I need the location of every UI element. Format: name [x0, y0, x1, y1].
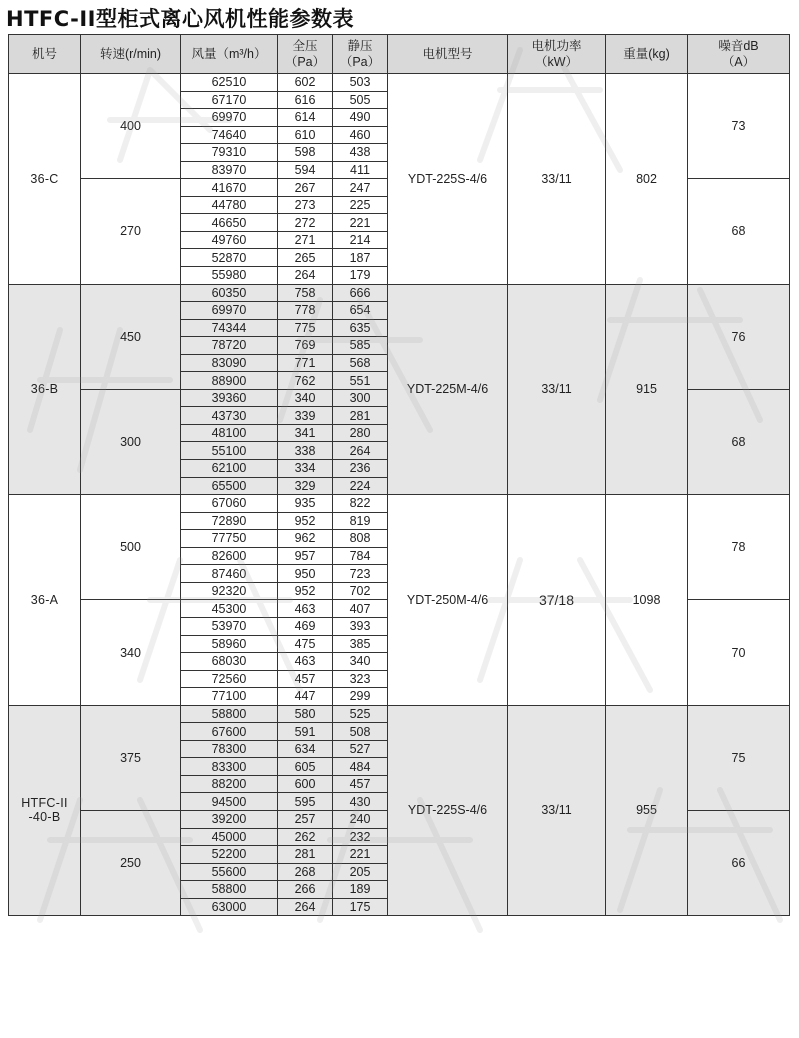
- fan-spec-table: [8, 34, 790, 916]
- airflow-cell: 55980: [181, 267, 278, 285]
- static-pressure-cell: 527: [333, 740, 388, 758]
- total-pressure-cell: 775: [278, 319, 333, 337]
- motor-model-cell: YDT-250M-4/6: [388, 495, 508, 706]
- static-pressure-cell: 281: [333, 407, 388, 425]
- static-pressure-cell: 393: [333, 617, 388, 635]
- total-pressure-cell: 281: [278, 846, 333, 864]
- table-header-row: [9, 35, 790, 74]
- static-pressure-cell: 490: [333, 109, 388, 127]
- total-pressure-cell: 950: [278, 565, 333, 583]
- airflow-cell: 78300: [181, 740, 278, 758]
- total-pressure-cell: 634: [278, 740, 333, 758]
- airflow-cell: 44780: [181, 196, 278, 214]
- total-pressure-cell: 463: [278, 653, 333, 671]
- static-pressure-cell: 280: [333, 424, 388, 442]
- static-pressure-cell: 503: [333, 74, 388, 92]
- airflow-cell: 39360: [181, 389, 278, 407]
- header-weight: 重量(kg): [606, 35, 688, 74]
- airflow-cell: 72890: [181, 512, 278, 530]
- airflow-cell: 62100: [181, 460, 278, 478]
- static-pressure-cell: 264: [333, 442, 388, 460]
- static-pressure-cell: 232: [333, 828, 388, 846]
- noise-cell: 68: [688, 179, 790, 284]
- total-pressure-cell: 268: [278, 863, 333, 881]
- total-pressure-cell: 273: [278, 196, 333, 214]
- airflow-cell: 67170: [181, 91, 278, 109]
- total-pressure-cell: 580: [278, 705, 333, 723]
- total-pressure-cell: 341: [278, 424, 333, 442]
- static-pressure-cell: 723: [333, 565, 388, 583]
- airflow-cell: 74344: [181, 319, 278, 337]
- static-pressure-cell: 407: [333, 600, 388, 618]
- total-pressure-cell: 610: [278, 126, 333, 144]
- total-pressure-cell: 339: [278, 407, 333, 425]
- airflow-cell: 58800: [181, 705, 278, 723]
- machine-label: 36-B: [30, 382, 59, 397]
- total-pressure-cell: 614: [278, 109, 333, 127]
- total-pressure-cell: 616: [278, 91, 333, 109]
- static-pressure-cell: 224: [333, 477, 388, 495]
- airflow-cell: 69970: [181, 109, 278, 127]
- static-pressure-cell: 221: [333, 214, 388, 232]
- header-noise-unit: （A）: [721, 55, 756, 69]
- header-total-pressure-label: 全压: [292, 39, 318, 53]
- header-noise-label: 噪音dB: [718, 39, 759, 53]
- total-pressure-cell: 329: [278, 477, 333, 495]
- motor-power-cell: 33/11: [508, 284, 606, 495]
- motor-power-cell: 33/11: [508, 705, 606, 916]
- static-pressure-cell: 460: [333, 126, 388, 144]
- airflow-cell: 83970: [181, 161, 278, 179]
- airflow-cell: 77750: [181, 530, 278, 548]
- total-pressure-cell: 447: [278, 688, 333, 706]
- static-pressure-cell: 247: [333, 179, 388, 197]
- airflow-cell: 82600: [181, 547, 278, 565]
- total-pressure-cell: 271: [278, 231, 333, 249]
- header-noise: [688, 35, 790, 74]
- motor-model-cell: YDT-225S-4/6: [388, 74, 508, 285]
- total-pressure-cell: 264: [278, 898, 333, 916]
- machine-label: 36-A: [30, 592, 59, 607]
- noise-cell: 78: [688, 495, 790, 600]
- speed-cell: 250: [81, 810, 181, 915]
- total-pressure-cell: 962: [278, 530, 333, 548]
- airflow-cell: 87460: [181, 565, 278, 583]
- airflow-cell: 74640: [181, 126, 278, 144]
- machine-label: 36-C: [30, 171, 59, 186]
- total-pressure-cell: 334: [278, 460, 333, 478]
- airflow-cell: 63000: [181, 898, 278, 916]
- airflow-cell: 83300: [181, 758, 278, 776]
- static-pressure-cell: 205: [333, 863, 388, 881]
- header-static-pressure-unit: （Pa）: [339, 55, 381, 69]
- airflow-cell: 83090: [181, 354, 278, 372]
- table-row: [9, 705, 790, 723]
- speed-cell: 400: [81, 74, 181, 179]
- static-pressure-cell: 808: [333, 530, 388, 548]
- total-pressure-cell: 264: [278, 267, 333, 285]
- airflow-cell: 49760: [181, 231, 278, 249]
- table-body: [9, 74, 790, 916]
- airflow-cell: 58960: [181, 635, 278, 653]
- static-pressure-cell: 457: [333, 775, 388, 793]
- header-speed: 转速(r/min): [81, 35, 181, 74]
- speed-cell: 270: [81, 179, 181, 284]
- total-pressure-cell: 265: [278, 249, 333, 267]
- header-motor-power: [508, 35, 606, 74]
- static-pressure-cell: 225: [333, 196, 388, 214]
- total-pressure-cell: 591: [278, 723, 333, 741]
- header-motor-power-label: 电机功率: [531, 39, 582, 53]
- table-row: [9, 495, 790, 513]
- motor-model-cell: YDT-225S-4/6: [388, 705, 508, 916]
- airflow-cell: 67600: [181, 723, 278, 741]
- static-pressure-cell: 430: [333, 793, 388, 811]
- speed-cell: 375: [81, 705, 181, 810]
- weight-cell: 915: [606, 284, 688, 495]
- total-pressure-cell: 778: [278, 302, 333, 320]
- airflow-cell: 39200: [181, 810, 278, 828]
- airflow-cell: 48100: [181, 424, 278, 442]
- weight-cell: 802: [606, 74, 688, 285]
- airflow-cell: 41670: [181, 179, 278, 197]
- total-pressure-cell: 463: [278, 600, 333, 618]
- machine-label: HTFC-II: [21, 796, 68, 811]
- static-pressure-cell: 299: [333, 688, 388, 706]
- static-pressure-cell: 187: [333, 249, 388, 267]
- total-pressure-cell: 266: [278, 881, 333, 899]
- airflow-cell: 46650: [181, 214, 278, 232]
- total-pressure-cell: 338: [278, 442, 333, 460]
- static-pressure-cell: 189: [333, 881, 388, 899]
- static-pressure-cell: 214: [333, 231, 388, 249]
- airflow-cell: 62510: [181, 74, 278, 92]
- airflow-cell: 43730: [181, 407, 278, 425]
- weight-cell: 1098: [606, 495, 688, 706]
- static-pressure-cell: 236: [333, 460, 388, 478]
- total-pressure-cell: 602: [278, 74, 333, 92]
- airflow-cell: 72560: [181, 670, 278, 688]
- airflow-cell: 78720: [181, 337, 278, 355]
- total-pressure-cell: 600: [278, 775, 333, 793]
- static-pressure-cell: 508: [333, 723, 388, 741]
- speed-cell: 450: [81, 284, 181, 389]
- airflow-cell: 55600: [181, 863, 278, 881]
- airflow-cell: 77100: [181, 688, 278, 706]
- total-pressure-cell: 594: [278, 161, 333, 179]
- motor-power-cell: 33/11: [508, 74, 606, 285]
- machine-cell: [9, 705, 81, 916]
- static-pressure-cell: 240: [333, 810, 388, 828]
- airflow-cell: 94500: [181, 793, 278, 811]
- machine-label: -40-B: [28, 810, 61, 825]
- weight-cell: 955: [606, 705, 688, 916]
- speed-cell: 300: [81, 389, 181, 494]
- total-pressure-cell: 952: [278, 512, 333, 530]
- total-pressure-cell: 457: [278, 670, 333, 688]
- header-total-pressure: [278, 35, 333, 74]
- static-pressure-cell: 568: [333, 354, 388, 372]
- speed-cell: 340: [81, 600, 181, 705]
- airflow-cell: 58800: [181, 881, 278, 899]
- motor-power-cell: 37/18: [508, 495, 606, 706]
- total-pressure-cell: 758: [278, 284, 333, 302]
- static-pressure-cell: 221: [333, 846, 388, 864]
- airflow-cell: 88200: [181, 775, 278, 793]
- total-pressure-cell: 769: [278, 337, 333, 355]
- airflow-cell: 52200: [181, 846, 278, 864]
- total-pressure-cell: 605: [278, 758, 333, 776]
- airflow-cell: 69970: [181, 302, 278, 320]
- airflow-cell: 88900: [181, 372, 278, 390]
- header-total-pressure-unit: （Pa）: [284, 55, 326, 69]
- static-pressure-cell: 666: [333, 284, 388, 302]
- static-pressure-cell: 635: [333, 319, 388, 337]
- header-airflow: 风量（m³/h）: [181, 35, 278, 74]
- static-pressure-cell: 484: [333, 758, 388, 776]
- total-pressure-cell: 771: [278, 354, 333, 372]
- static-pressure-cell: 702: [333, 582, 388, 600]
- static-pressure-cell: 411: [333, 161, 388, 179]
- total-pressure-cell: 957: [278, 547, 333, 565]
- total-pressure-cell: 475: [278, 635, 333, 653]
- static-pressure-cell: 654: [333, 302, 388, 320]
- static-pressure-cell: 385: [333, 635, 388, 653]
- static-pressure-cell: 525: [333, 705, 388, 723]
- total-pressure-cell: 469: [278, 617, 333, 635]
- machine-cell: [9, 495, 81, 706]
- total-pressure-cell: 340: [278, 389, 333, 407]
- total-pressure-cell: 952: [278, 582, 333, 600]
- header-motor-power-unit: （kW）: [534, 55, 579, 69]
- static-pressure-cell: 505: [333, 91, 388, 109]
- total-pressure-cell: 267: [278, 179, 333, 197]
- airflow-cell: 45000: [181, 828, 278, 846]
- total-pressure-cell: 598: [278, 144, 333, 162]
- header-motor-model: 电机型号: [388, 35, 508, 74]
- header-static-pressure-label: 静压: [347, 39, 373, 53]
- speed-cell: 500: [81, 495, 181, 600]
- noise-cell: 66: [688, 810, 790, 915]
- airflow-cell: 68030: [181, 653, 278, 671]
- static-pressure-cell: 438: [333, 144, 388, 162]
- static-pressure-cell: 300: [333, 389, 388, 407]
- table-row: [9, 74, 790, 92]
- airflow-cell: 45300: [181, 600, 278, 618]
- noise-cell: 73: [688, 74, 790, 179]
- table-row: [9, 284, 790, 302]
- static-pressure-cell: 179: [333, 267, 388, 285]
- total-pressure-cell: 595: [278, 793, 333, 811]
- motor-model-cell: YDT-225M-4/6: [388, 284, 508, 495]
- noise-cell: 76: [688, 284, 790, 389]
- machine-cell: [9, 74, 81, 285]
- machine-cell: [9, 284, 81, 495]
- static-pressure-cell: 784: [333, 547, 388, 565]
- airflow-cell: 79310: [181, 144, 278, 162]
- airflow-cell: 92320: [181, 582, 278, 600]
- total-pressure-cell: 272: [278, 214, 333, 232]
- total-pressure-cell: 257: [278, 810, 333, 828]
- total-pressure-cell: 262: [278, 828, 333, 846]
- total-pressure-cell: 935: [278, 495, 333, 513]
- static-pressure-cell: 551: [333, 372, 388, 390]
- noise-cell: 75: [688, 705, 790, 810]
- header-static-pressure: [333, 35, 388, 74]
- airflow-cell: 53970: [181, 617, 278, 635]
- static-pressure-cell: 822: [333, 495, 388, 513]
- airflow-cell: 52870: [181, 249, 278, 267]
- static-pressure-cell: 175: [333, 898, 388, 916]
- page-title: HTFC-II型柜式离心风机性能参数表: [6, 7, 354, 31]
- header-machine: 机号: [9, 35, 81, 74]
- airflow-cell: 67060: [181, 495, 278, 513]
- airflow-cell: 65500: [181, 477, 278, 495]
- airflow-cell: 55100: [181, 442, 278, 460]
- noise-cell: 70: [688, 600, 790, 705]
- static-pressure-cell: 323: [333, 670, 388, 688]
- static-pressure-cell: 585: [333, 337, 388, 355]
- airflow-cell: 60350: [181, 284, 278, 302]
- static-pressure-cell: 819: [333, 512, 388, 530]
- noise-cell: 68: [688, 389, 790, 494]
- static-pressure-cell: 340: [333, 653, 388, 671]
- total-pressure-cell: 762: [278, 372, 333, 390]
